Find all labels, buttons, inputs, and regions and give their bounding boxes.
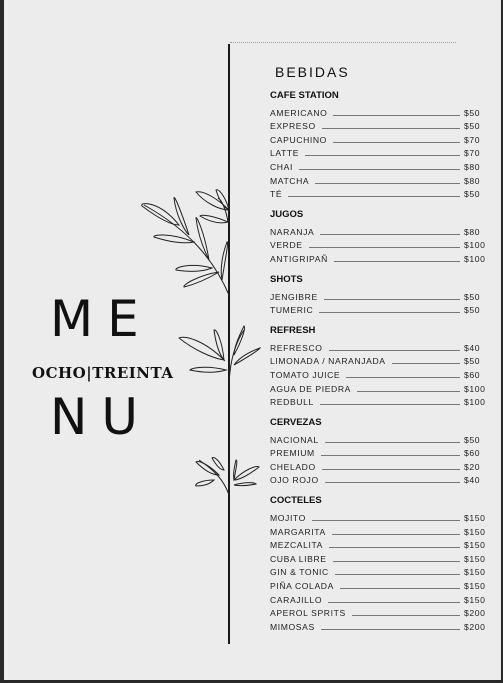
menu-item: [270, 523, 492, 537]
menu-item: [270, 458, 492, 472]
item-price: $70: [464, 148, 481, 159]
item-leader-line: [333, 115, 460, 116]
item-leader-line: [392, 363, 460, 364]
menu-item: [270, 223, 492, 237]
item-name: MATCHA: [270, 175, 310, 186]
item-price: $50: [464, 291, 481, 302]
menu-section: [270, 417, 492, 485]
item-name: LIMONADA / NARANJADA: [270, 356, 386, 367]
item-leader-line: [305, 155, 460, 156]
item-price: $100: [464, 383, 486, 394]
menu-list: [270, 90, 492, 642]
item-name: OJO ROJO: [270, 475, 319, 486]
item-leader-line: [320, 404, 460, 405]
item-price: $20: [464, 461, 481, 472]
item-name: GIN & TONIC: [270, 567, 329, 578]
item-name: VERDE: [270, 240, 303, 251]
item-leader-line: [319, 312, 460, 313]
item-leader-line: [322, 469, 460, 470]
item-price: $150: [464, 567, 486, 578]
item-name: NACIONAL: [270, 434, 319, 445]
section-title: COCTELES: [270, 495, 322, 507]
section-title: CERVEZAS: [270, 417, 322, 429]
item-leader-line: [357, 391, 460, 392]
menu-section: [270, 495, 492, 631]
item-price: $200: [464, 621, 486, 632]
item-leader-line: [320, 234, 460, 235]
item-name: CARAJILLO: [270, 594, 323, 605]
item-leader-line: [328, 602, 460, 603]
item-name: TÉ: [270, 189, 283, 200]
menu-item: [270, 509, 492, 523]
menu-item: [270, 537, 492, 551]
item-name: JENGIBRE: [270, 291, 318, 302]
item-name: CHAI: [270, 161, 293, 172]
leaf-decoration-icon: [134, 180, 274, 500]
item-name: CAPUCHINO: [270, 134, 327, 145]
item-price: $100: [464, 240, 486, 251]
item-name: MOJITO: [270, 513, 306, 524]
item-name: AGUA DE PIEDRA: [270, 383, 351, 394]
item-price: $150: [464, 540, 486, 551]
menu-section: [270, 274, 492, 315]
item-name: MIMOSAS: [270, 621, 315, 632]
menu-item: [270, 172, 492, 186]
menu-item: [270, 605, 492, 619]
item-leader-line: [333, 561, 460, 562]
menu-item: [270, 380, 492, 394]
item-price: $50: [464, 305, 481, 316]
item-leader-line: [346, 377, 460, 378]
menu-item: [270, 288, 492, 302]
menu-item: [270, 472, 492, 486]
item-name: MEZCALITA: [270, 540, 323, 551]
item-name: MARGARITA: [270, 526, 326, 537]
item-leader-line: [332, 534, 460, 535]
item-leader-line: [321, 455, 460, 456]
menu-page: [4, 0, 501, 680]
item-leader-line: [335, 574, 460, 575]
item-name: TUMERIC: [270, 305, 314, 316]
menu-item: [270, 250, 492, 264]
item-leader-line: [325, 442, 460, 443]
item-price: $150: [464, 594, 486, 605]
menu-item: [270, 366, 492, 380]
item-leader-line: [321, 629, 460, 630]
menu-item: [270, 302, 492, 316]
menu-section: [270, 209, 492, 264]
item-price: $80: [464, 161, 481, 172]
item-price: $80: [464, 175, 481, 186]
item-price: $50: [464, 121, 481, 132]
menu-item: [270, 339, 492, 353]
item-name: PREMIUM: [270, 448, 315, 459]
item-price: $60: [464, 369, 481, 380]
item-leader-line: [299, 169, 460, 170]
item-leader-line: [352, 615, 460, 616]
item-price: $60: [464, 448, 481, 459]
item-name: CHELADO: [270, 461, 316, 472]
menu-item: [270, 550, 492, 564]
item-name: APEROL SPRITS: [270, 608, 346, 619]
section-header: BEBIDAS: [275, 64, 350, 80]
menu-item: [270, 591, 492, 605]
item-leader-line: [333, 142, 460, 143]
item-price: $40: [464, 475, 481, 486]
menu-item: [270, 131, 492, 145]
item-price: $70: [464, 134, 481, 145]
item-name: REDBULL: [270, 397, 314, 408]
item-price: $50: [464, 189, 481, 200]
menu-section: [270, 325, 492, 407]
dotted-divider: [230, 42, 456, 43]
item-name: LATTE: [270, 148, 300, 159]
menu-item: [270, 445, 492, 459]
item-leader-line: [309, 247, 460, 248]
section-title: SHOTS: [270, 273, 303, 285]
menu-item: [270, 618, 492, 632]
item-price: $40: [464, 342, 481, 353]
brand-name: OCHO|TREINTA: [32, 364, 174, 382]
item-price: $150: [464, 581, 486, 592]
menu-item: [270, 564, 492, 578]
item-name: TOMATO JUICE: [270, 369, 341, 380]
menu-section: [270, 90, 492, 199]
menu-item: [270, 394, 492, 408]
item-leader-line: [322, 128, 460, 129]
item-leader-line: [325, 482, 460, 483]
item-leader-line: [329, 547, 460, 548]
item-price: $100: [464, 397, 486, 408]
item-name: CUBA LIBRE: [270, 553, 327, 564]
menu-item: [270, 431, 492, 445]
menu-item: [270, 577, 492, 591]
item-name: NARANJA: [270, 226, 315, 237]
item-price: $50: [464, 107, 481, 118]
item-leader-line: [315, 183, 460, 184]
item-leader-line: [312, 520, 460, 521]
menu-title-bottom: NU: [50, 388, 152, 446]
menu-item: [270, 353, 492, 367]
item-leader-line: [324, 299, 460, 300]
item-price: $100: [464, 253, 486, 264]
menu-item: [270, 237, 492, 251]
item-name: EXPRESO: [270, 121, 316, 132]
section-title: REFRESH: [270, 325, 316, 337]
menu-item: [270, 104, 492, 118]
section-title: JUGOS: [270, 209, 304, 221]
item-price: $200: [464, 608, 486, 619]
item-price: $50: [464, 434, 481, 445]
menu-title-top: ME: [50, 290, 153, 348]
menu-item: [270, 186, 492, 200]
item-price: $50: [464, 356, 481, 367]
item-price: $150: [464, 513, 486, 524]
item-name: PIÑA COLADA: [270, 581, 334, 592]
section-title: CAFE STATION: [270, 90, 339, 101]
menu-item: [270, 145, 492, 159]
item-name: ANTIGRIPAÑ: [270, 253, 328, 264]
item-leader-line: [334, 261, 460, 262]
menu-item: [270, 118, 492, 132]
item-leader-line: [329, 350, 460, 351]
item-price: $80: [464, 226, 481, 237]
item-price: $150: [464, 526, 486, 537]
item-name: AMERICANO: [270, 107, 328, 118]
item-leader-line: [340, 588, 460, 589]
menu-item: [270, 158, 492, 172]
item-leader-line: [288, 196, 460, 197]
item-price: $150: [464, 553, 486, 564]
item-name: REFRESCO: [270, 342, 323, 353]
